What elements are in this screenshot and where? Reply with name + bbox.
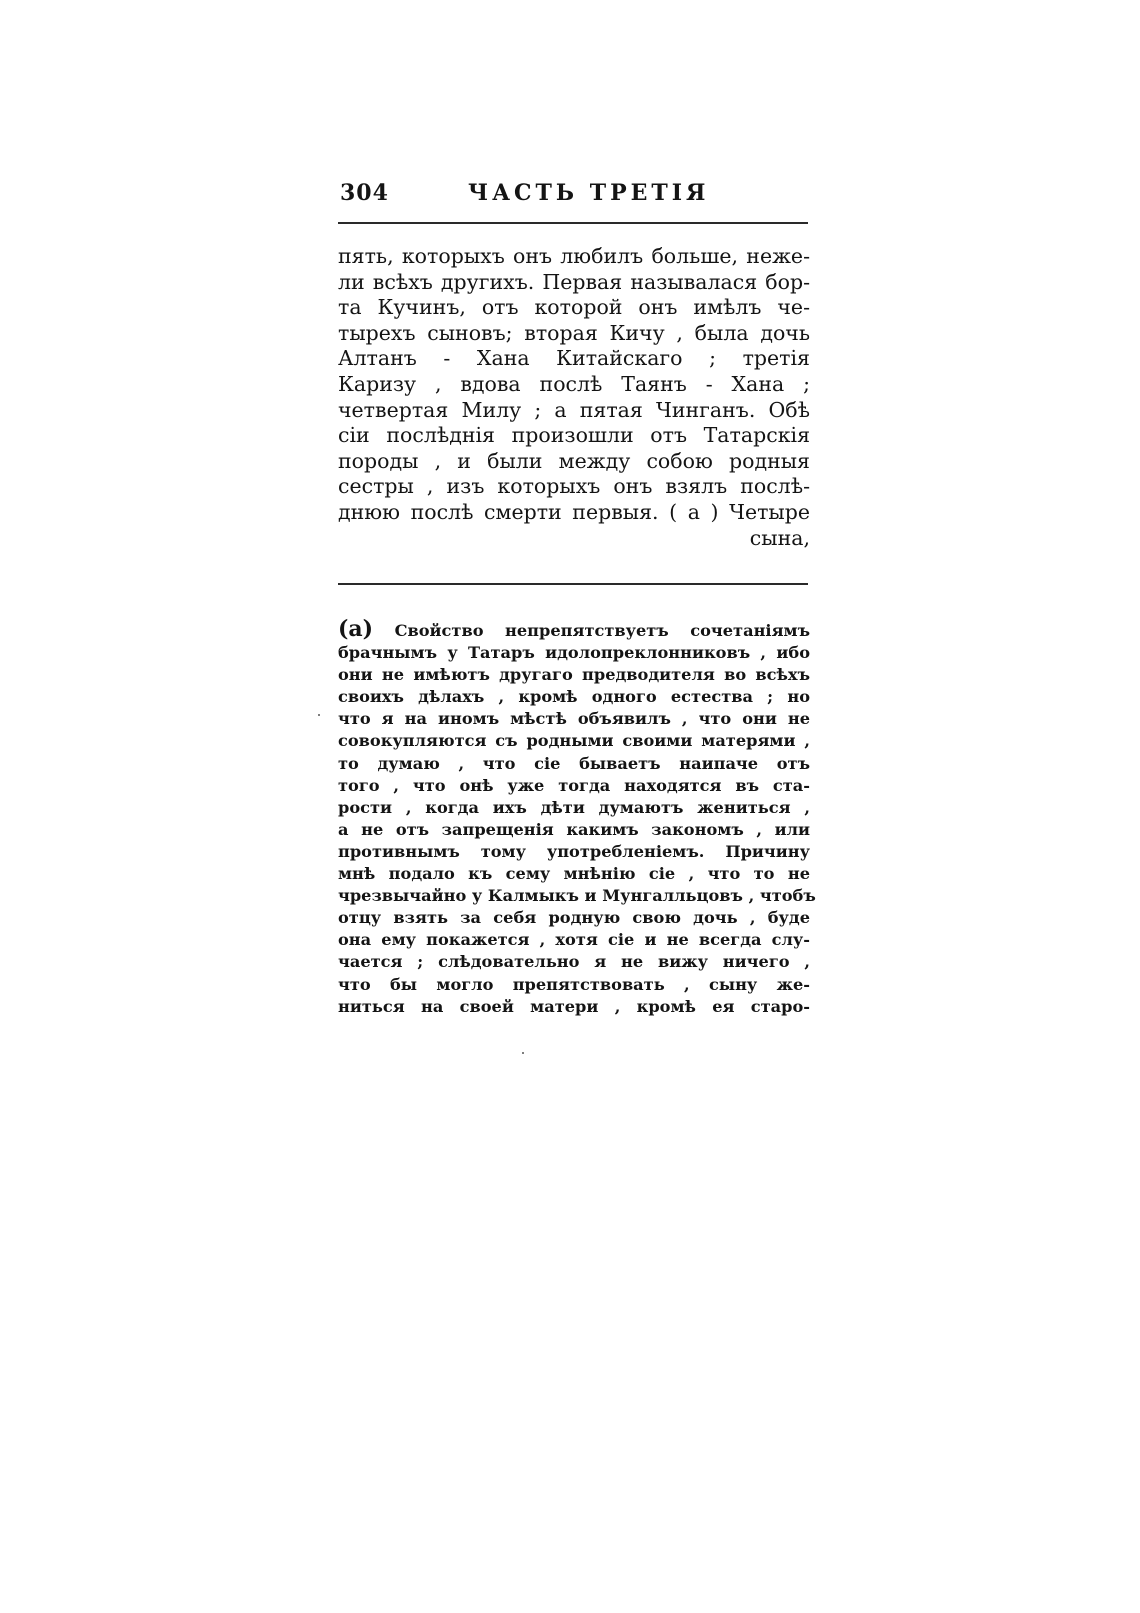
- text-line: пять, которыхъ онъ любилъ больше, неже-: [338, 244, 810, 268]
- text-line: породы , и были между собою родныя: [338, 448, 810, 473]
- page-number: 304: [340, 180, 389, 206]
- footnote-line: ниться на своей матери , кромѣ ея старо-: [338, 996, 810, 1016]
- print-speck: [318, 714, 320, 716]
- footnote-line: они не имѣютъ другаго предводителя во всѣхъ: [338, 665, 810, 685]
- main-text-block: [338, 244, 810, 551]
- footnote-line: рости , когда ихъ дѣти думаютъ жениться ,: [338, 797, 810, 817]
- text-line: Алтанъ - Хана Китайскаго ; третія: [338, 346, 810, 371]
- footnote-line: что бы могло препятствовать , сыну же-: [338, 974, 810, 994]
- footnote-line: она ему покажется , хотя сіе и не всегда слу-: [338, 930, 810, 950]
- footnote-line: чается ; слѣдовательно я не вижу ничего ,: [338, 952, 810, 972]
- print-speck: [522, 1052, 524, 1054]
- footnote-line: совокупляются съ родными своими матерями ,: [338, 731, 810, 751]
- text-line: ли всѣхъ другихъ. Первая называлася бор-: [338, 269, 810, 294]
- footnote-rule: [338, 583, 808, 585]
- footnote-line: своихъ дѣлахъ , кромѣ одного естества ; но: [338, 687, 810, 707]
- footnote-line: того , что онѣ уже тогда находятся въ ста-: [338, 775, 810, 795]
- footnote-line: а не отъ запрещенія какимъ закономъ , или: [338, 819, 810, 839]
- text-line: сестры , изъ которыхъ онъ взялъ послѣ-: [338, 474, 810, 499]
- footnote-line: мнѣ подало къ сему мнѣнію сіе , что то не: [338, 864, 810, 884]
- footnote-marker: (а): [338, 616, 374, 642]
- text-line: четвертая Милу ; а пятая Чинганъ. Обѣ: [338, 397, 810, 422]
- text-line: днюю послѣ смерти первыя. ( а ) Четыре: [338, 499, 810, 524]
- running-head: ЧАСТЬ ТРЕТІЯ: [468, 180, 710, 206]
- catchword: сына,: [749, 525, 810, 550]
- footnote-line: то думаю , что сіе бываетъ наипаче отъ: [338, 753, 810, 773]
- text-line: Каризу , вдова послѣ Таянъ - Хана ;: [338, 371, 810, 396]
- footnote-line-text: Свойство непрепятствуетъ сочетаніямъ: [394, 621, 811, 640]
- footnote-line: отцу взять за себя родную свою дочь , буде: [338, 908, 810, 928]
- text-line: та Кучинъ, отъ которой онъ имѣлъ че-: [338, 295, 810, 320]
- footnote-line: что я на иномъ мѣстѣ объявилъ , что они не: [338, 709, 810, 729]
- footnote-line: чрезвычайно у Калмыкъ и Мунгалльцовъ , чтобъ: [338, 886, 816, 906]
- footnote-first-line: [338, 618, 810, 642]
- text-line: сіи послѣднія произошли отъ Татарскія: [338, 423, 810, 448]
- page-header: [340, 180, 810, 216]
- footnote-line: противнымъ тому употребленіемъ. Причину: [338, 841, 810, 861]
- text-line: тырехъ сыновъ; вторая Кичу , была дочь: [338, 320, 810, 345]
- footnote-block: [338, 616, 816, 1018]
- footnote-line: брачнымъ у Татаръ идолопреклонниковъ , ибо: [338, 643, 810, 663]
- header-rule: [338, 222, 808, 224]
